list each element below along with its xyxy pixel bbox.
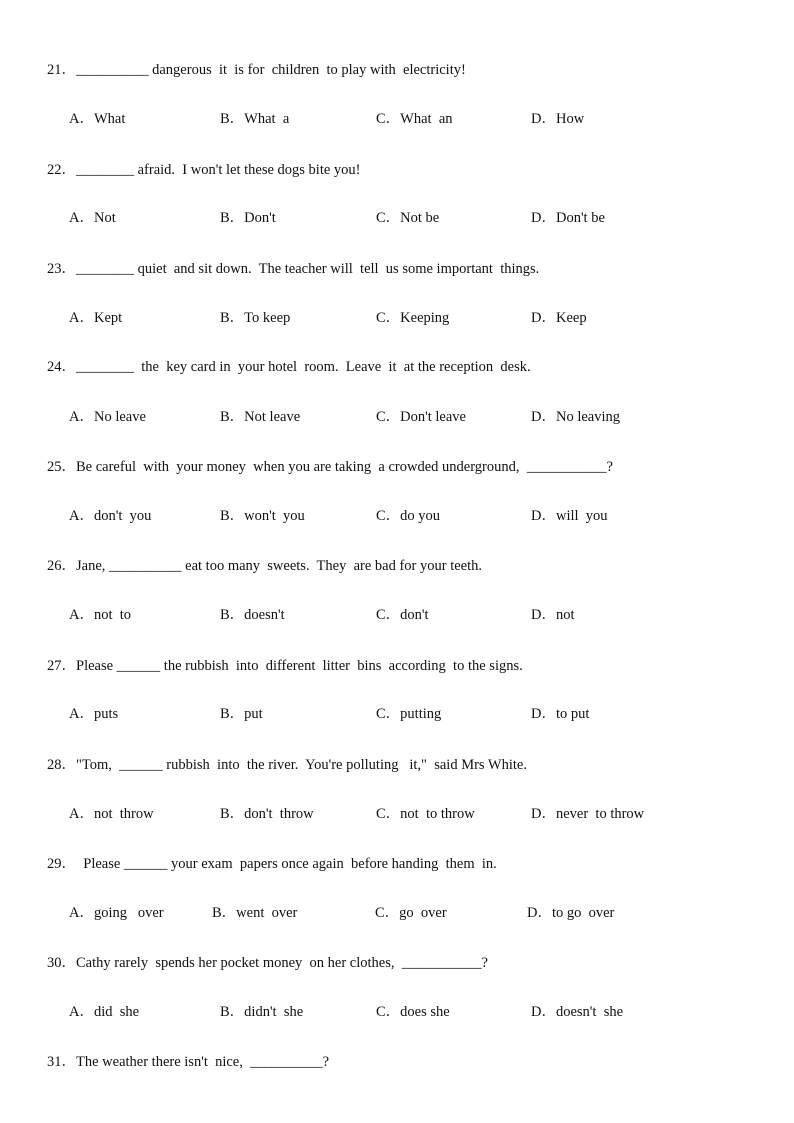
question-stem: ________ afraid. I won't let these dogs bite you! bbox=[76, 162, 361, 178]
option-c[interactable]: C．don't bbox=[376, 607, 429, 623]
option-c[interactable]: C．do you bbox=[376, 508, 441, 524]
option-b[interactable]: B．didn't she bbox=[220, 1004, 304, 1020]
option-d[interactable]: D．not bbox=[531, 607, 575, 623]
option-c[interactable]: C．Not be bbox=[376, 210, 440, 226]
question-stem: Please ______ the rubbish into different litter bins according to the signs. bbox=[76, 658, 523, 674]
option-a[interactable]: A．puts bbox=[69, 706, 119, 722]
option-a[interactable]: A．What bbox=[69, 111, 126, 127]
question-stem: Please ______ your exam papers once again before handing them in. bbox=[76, 856, 497, 872]
option-c[interactable]: C．Keeping bbox=[376, 310, 450, 326]
option-b[interactable]: B．What a bbox=[220, 111, 290, 127]
question-26 bbox=[47, 557, 482, 575]
option-c[interactable]: C．does she bbox=[376, 1004, 450, 1020]
option-a[interactable]: A．did she bbox=[69, 1004, 140, 1020]
question-stem: ________ quiet and sit down. The teacher will tell us some important things. bbox=[76, 261, 540, 277]
option-d[interactable]: D．will you bbox=[531, 508, 608, 524]
option-d[interactable]: D．Keep bbox=[531, 310, 587, 326]
option-b[interactable]: B．Don't bbox=[220, 210, 276, 226]
question-27 bbox=[47, 657, 523, 675]
question-28 bbox=[47, 756, 527, 774]
question-stem: __________ dangerous it is for children to play with electricity! bbox=[76, 62, 466, 78]
option-a[interactable]: A．going over bbox=[69, 905, 164, 921]
question-number: 26． bbox=[47, 558, 76, 574]
question-22 bbox=[47, 161, 361, 179]
option-d[interactable]: D．How bbox=[531, 111, 585, 127]
question-stem: Cathy rarely spends her pocket money on her clothes, ___________? bbox=[76, 955, 488, 971]
option-a[interactable]: A．don't you bbox=[69, 508, 152, 524]
question-number: 24． bbox=[47, 359, 76, 375]
question-number: 23． bbox=[47, 261, 76, 277]
question-number: 22． bbox=[47, 162, 76, 178]
question-stem: ________ the key card in your hotel room. Leave it at the reception desk. bbox=[76, 359, 531, 375]
question-30 bbox=[47, 954, 488, 972]
question-number: 25． bbox=[47, 459, 76, 475]
question-stem: "Tom, ______ rubbish into the river. You're polluting it," said Mrs White. bbox=[76, 757, 527, 773]
option-c[interactable]: C．go over bbox=[375, 905, 447, 921]
option-d[interactable]: D．to put bbox=[531, 706, 590, 722]
option-a[interactable]: A．not throw bbox=[69, 806, 154, 822]
option-c[interactable]: C．not to throw bbox=[376, 806, 475, 822]
option-d[interactable]: D．to go over bbox=[527, 905, 615, 921]
question-number: 28． bbox=[47, 757, 76, 773]
question-number: 21． bbox=[47, 62, 76, 78]
option-c[interactable]: C．putting bbox=[376, 706, 442, 722]
question-number: 29． bbox=[47, 856, 76, 872]
question-25 bbox=[47, 458, 613, 476]
option-b[interactable]: B．don't throw bbox=[220, 806, 314, 822]
option-a[interactable]: A．Kept bbox=[69, 310, 123, 326]
option-b[interactable]: B．put bbox=[220, 706, 263, 722]
question-21 bbox=[47, 61, 466, 79]
question-31 bbox=[47, 1053, 329, 1071]
option-b[interactable]: B．doesn't bbox=[220, 607, 285, 623]
question-stem: Jane, __________ eat too many sweets. They are bad for your teeth. bbox=[76, 558, 483, 574]
option-d[interactable]: D．doesn't she bbox=[531, 1004, 624, 1020]
question-29 bbox=[47, 855, 497, 873]
question-number: 30． bbox=[47, 955, 76, 971]
option-c[interactable]: C．Don't leave bbox=[376, 409, 466, 425]
question-stem: The weather there isn't nice, __________? bbox=[76, 1054, 330, 1070]
option-b[interactable]: B．won't you bbox=[220, 508, 305, 524]
question-23 bbox=[47, 260, 539, 278]
question-number: 27． bbox=[47, 658, 76, 674]
option-d[interactable]: D．No leaving bbox=[531, 409, 620, 425]
option-a[interactable]: A．not to bbox=[69, 607, 132, 623]
option-d[interactable]: D．never to throw bbox=[531, 806, 645, 822]
option-a[interactable]: A．Not bbox=[69, 210, 116, 226]
option-b[interactable]: B．went over bbox=[212, 905, 298, 921]
option-c[interactable]: C．What an bbox=[376, 111, 453, 127]
option-b[interactable]: B．To keep bbox=[220, 310, 291, 326]
option-b[interactable]: B．Not leave bbox=[220, 409, 301, 425]
question-stem: Be careful with your money when you are taking a crowded underground, ___________? bbox=[76, 459, 613, 475]
question-number: 31． bbox=[47, 1054, 76, 1070]
option-d[interactable]: D．Don't be bbox=[531, 210, 605, 226]
option-a[interactable]: A．No leave bbox=[69, 409, 146, 425]
question-24 bbox=[47, 358, 531, 376]
